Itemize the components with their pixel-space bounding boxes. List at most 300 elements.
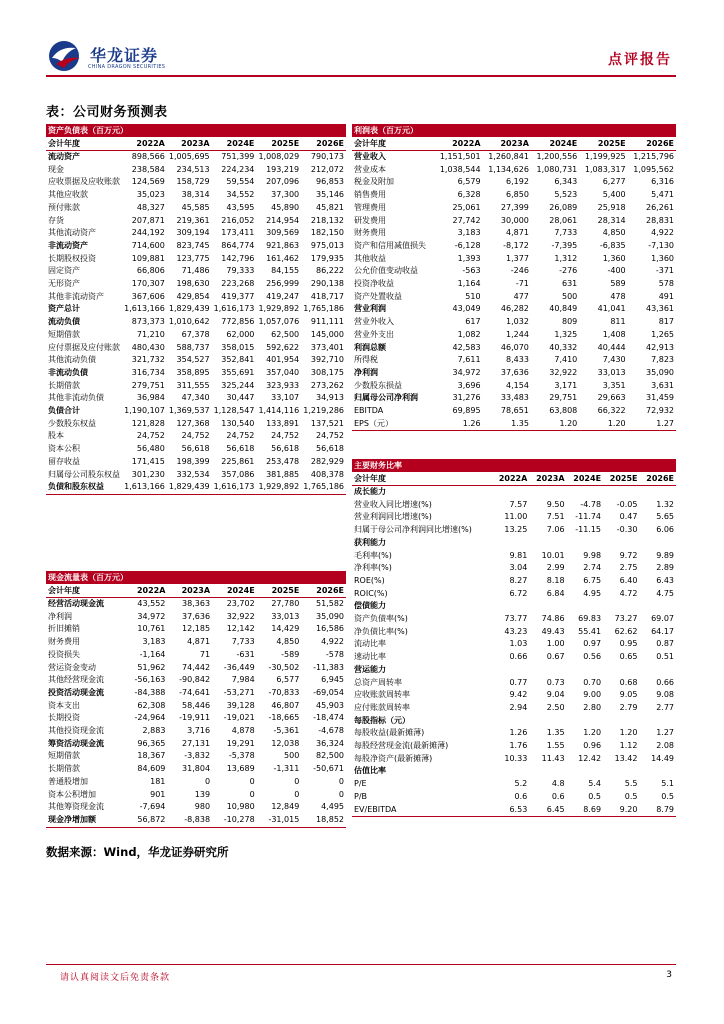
table-title: 现金流量表（百万元） (46, 571, 346, 584)
row-value: -5,361 (273, 726, 300, 736)
row-value: 145,000 (310, 329, 344, 339)
table-row (352, 342, 676, 355)
row-value: 10.01 (541, 550, 565, 560)
row-label: 筹资活动现金流 (48, 738, 104, 748)
row-value: 980 (194, 802, 211, 812)
row-value: 38,314 (181, 190, 210, 200)
table-title-row (352, 124, 676, 137)
row-value: 3.04 (509, 563, 528, 573)
row-value: 46,282 (500, 304, 529, 314)
row-value: 33,483 (500, 393, 529, 403)
row-value: 279,751 (131, 380, 165, 390)
row-value: 33,107 (271, 393, 300, 403)
row-value: 139 (194, 789, 211, 799)
row-value: 1,083,317 (584, 164, 626, 174)
column-header-label: 会计年度 (352, 472, 492, 486)
row-label: 留存收益 (48, 456, 80, 466)
table-row (46, 240, 346, 253)
row-value: 480,430 (131, 342, 165, 352)
table-row (352, 278, 676, 291)
row-value: 9.05 (619, 690, 638, 700)
row-value: 290,138 (310, 279, 344, 289)
table-row (46, 700, 346, 713)
table-row (46, 763, 346, 776)
row-value (529, 715, 566, 728)
table-row (46, 776, 346, 789)
table-row (46, 253, 346, 266)
row-value: 0 (204, 776, 211, 786)
column-header-year: 2026E (628, 137, 676, 151)
row-value: 4,495 (321, 802, 344, 812)
row-label: 归属于母公司净利润同比增速(%) (354, 525, 472, 535)
row-value: 823,745 (176, 240, 210, 250)
row-value: 1,082 (457, 329, 481, 339)
row-value: -7,395 (551, 240, 578, 250)
row-label: 应收票据及应收账款 (48, 177, 120, 187)
row-value: 0.51 (656, 652, 674, 662)
row-value: 355,691 (221, 367, 255, 377)
row-label: 流动资产 (48, 152, 80, 161)
row-value: 198,399 (176, 456, 210, 466)
row-value: 0 (338, 776, 344, 786)
row-value: 67,378 (181, 329, 210, 339)
row-value: 170,307 (131, 279, 165, 289)
row-label: EV/EBITDA (352, 804, 492, 817)
header-divider (46, 75, 676, 77)
row-value: 26,089 (549, 202, 578, 212)
row-label: 长期借款 (48, 764, 80, 774)
row-value: 418,717 (310, 291, 344, 301)
row-label: 其他投资现金流 (48, 726, 104, 736)
row-label: 所得税 (354, 355, 378, 365)
row-label: 流动比率 (354, 639, 386, 649)
row-value: 41,041 (597, 304, 626, 314)
table-row (352, 550, 676, 563)
row-value: 24,752 (316, 431, 344, 441)
row-value (567, 600, 603, 613)
table-row (46, 227, 346, 240)
table-row (46, 725, 346, 738)
row-value: -8,838 (167, 814, 212, 827)
table-row (352, 202, 676, 215)
table-row (352, 664, 676, 677)
row-value: 37,636 (182, 611, 211, 621)
table-row (352, 677, 676, 690)
row-value: -371 (655, 266, 674, 276)
row-label: 投资损失 (48, 649, 80, 659)
row-value: -6,128 (454, 240, 481, 250)
row-value: 325,244 (221, 380, 255, 390)
row-value: 27,742 (452, 215, 481, 225)
row-value: 28,314 (597, 215, 626, 225)
row-value: 1,414,116 (258, 406, 300, 416)
row-value: 6,328 (457, 190, 481, 200)
row-value: 8.79 (639, 804, 676, 817)
footer-disclaimer: 请认真阅读文后免责条款 (60, 973, 171, 983)
row-value: 42,583 (452, 342, 481, 352)
row-label: 现金净增加额 (46, 814, 123, 827)
row-value: 7.06 (546, 525, 565, 535)
row-label: 估值比率 (354, 766, 386, 776)
row-value: 43.23 (504, 626, 528, 636)
row-value: 0 (249, 776, 255, 786)
row-label: EBITDA (354, 406, 384, 416)
column-header-label: 会计年度 (46, 584, 123, 598)
row-value: 0.5 (624, 791, 638, 801)
table-row (352, 689, 676, 702)
row-value: 790,173 (310, 152, 344, 161)
row-value: 32,922 (226, 611, 255, 621)
row-label: 财务费用 (354, 228, 386, 238)
table-row (46, 265, 346, 278)
row-label: 其他流动负债 (48, 355, 96, 365)
row-value: 901 (150, 789, 166, 799)
row-value (603, 486, 639, 499)
row-value: 47,340 (181, 393, 210, 403)
table-row (352, 588, 676, 601)
footer-divider (46, 964, 676, 965)
table-title-row (352, 459, 676, 472)
row-value: 198,630 (176, 279, 210, 289)
row-value: 2.08 (656, 741, 674, 751)
row-value: 218,132 (310, 215, 344, 225)
row-value: 3,696 (457, 380, 481, 390)
row-value: 59,554 (226, 177, 255, 187)
row-value: 31,459 (646, 393, 674, 403)
row-value: 46,070 (500, 342, 529, 352)
table-row (352, 778, 676, 791)
row-value (639, 600, 676, 613)
row-label: 应付账款周转率 (354, 702, 410, 712)
table-row (46, 291, 346, 304)
row-value: -11.15 (575, 525, 602, 535)
row-label: 资产总计 (48, 304, 80, 314)
page-header (0, 0, 724, 80)
row-value: -1,164 (139, 649, 166, 659)
row-value: -11.74 (575, 512, 602, 522)
row-label: 毛利率(%) (354, 550, 392, 560)
table-row (352, 215, 676, 228)
row-value: 182,150 (310, 228, 344, 238)
table-row (46, 176, 346, 189)
table-row (352, 486, 676, 499)
row-label: 其他流动资产 (48, 228, 96, 238)
row-value: 1,265 (651, 329, 674, 339)
table-row (46, 215, 346, 228)
row-value (492, 765, 529, 778)
table-row (352, 600, 676, 613)
row-value (492, 486, 529, 499)
row-value: -30,502 (268, 662, 300, 672)
row-label: 净利润 (48, 611, 72, 621)
table-row (46, 430, 346, 443)
row-value: 6.06 (656, 525, 674, 535)
row-value: 6.43 (656, 575, 674, 585)
row-value: 588,737 (176, 342, 210, 352)
balance-sheet-table (46, 124, 346, 495)
row-value: 3,351 (602, 380, 626, 390)
row-value: -70,833 (268, 687, 300, 697)
row-value: 9.81 (509, 550, 528, 560)
table-row (352, 740, 676, 753)
row-value: 72,932 (646, 406, 674, 416)
row-label: 存货 (48, 215, 64, 225)
row-value: -8,172 (503, 240, 529, 250)
row-value (639, 486, 676, 499)
row-value: 6.53 (492, 804, 529, 817)
row-value (529, 486, 566, 499)
table-row (46, 443, 346, 456)
row-value: 357,040 (266, 367, 300, 377)
row-value: 4.75 (656, 588, 674, 598)
row-label: 投资活动现金流 (48, 687, 104, 697)
table-row (46, 662, 346, 675)
table-row (46, 801, 346, 814)
row-value: 1,829,439 (167, 481, 212, 494)
row-label: EPS（元） (352, 418, 434, 431)
column-header-year: 2023A (529, 472, 566, 486)
row-value: 58,446 (182, 700, 211, 710)
row-value: 9.04 (546, 690, 565, 700)
row-value: 51,582 (316, 599, 344, 608)
row-value: 30,000 (500, 215, 529, 225)
row-value: 1,369,537 (168, 406, 210, 416)
row-value: 35,146 (316, 190, 344, 200)
row-value: 223,268 (221, 279, 255, 289)
row-label: 资本支出 (48, 700, 80, 710)
row-value: 0.77 (509, 677, 528, 687)
row-value: 216,052 (221, 215, 255, 225)
row-value: -90,842 (179, 675, 211, 685)
row-value: 1,393 (457, 253, 481, 263)
row-value: 429,854 (176, 291, 210, 301)
company-logo (46, 38, 206, 78)
table-row (352, 753, 676, 766)
row-value: 301,230 (131, 469, 165, 479)
row-value (492, 537, 529, 550)
row-value: 1,005,695 (168, 152, 210, 161)
row-value: 5,523 (554, 190, 578, 200)
row-value: 74.86 (541, 614, 565, 624)
table-row (46, 418, 346, 431)
row-label: 短期借款 (48, 329, 80, 339)
row-value: 73.27 (614, 614, 638, 624)
table-row (352, 291, 676, 304)
row-value: 5.2 (514, 779, 528, 789)
row-value: 0 (294, 776, 300, 786)
row-value (492, 664, 529, 677)
row-value: 1,616,173 (213, 304, 255, 314)
row-value: 33,013 (597, 367, 626, 377)
row-value (639, 715, 676, 728)
row-value: 66,806 (136, 266, 165, 276)
row-label: 长期借款 (48, 380, 80, 390)
row-value: -5,378 (228, 751, 255, 761)
row-value: -1,311 (273, 764, 300, 774)
table-row (352, 702, 676, 715)
row-value: 28,831 (646, 215, 674, 225)
row-value: 56,618 (181, 444, 210, 454)
row-value: 1,057,076 (258, 317, 300, 327)
column-header-year: 2022A (434, 137, 482, 151)
row-value: 500 (561, 291, 578, 301)
row-value: 592,622 (266, 342, 300, 352)
table-row (352, 499, 676, 512)
row-value: 66,322 (597, 406, 626, 416)
row-value: 911,111 (310, 317, 344, 327)
row-label: 研发费用 (354, 215, 386, 225)
row-value: 27,780 (271, 599, 300, 608)
table-row (46, 674, 346, 687)
row-value: 1,765,186 (303, 304, 344, 314)
row-value: 1,312 (554, 253, 578, 263)
row-value: 40,849 (549, 304, 578, 314)
row-value: 1,038,544 (439, 164, 481, 174)
row-value: 127,368 (176, 418, 210, 428)
row-value: 51,962 (137, 662, 166, 672)
row-value: 873,373 (131, 317, 165, 327)
row-value: 29,663 (597, 393, 626, 403)
row-value: 4.8 (551, 779, 565, 789)
row-value: 6,343 (554, 177, 578, 187)
row-label: ROIC(%) (354, 588, 388, 598)
table-row (46, 303, 346, 316)
table-row (46, 367, 346, 380)
row-value: 23,702 (226, 599, 255, 608)
row-label: 营运资金变动 (48, 662, 96, 672)
row-value: -84,388 (134, 687, 166, 697)
row-value: 5.5 (624, 779, 638, 789)
row-value: 42,913 (646, 342, 674, 352)
table-row (46, 623, 346, 636)
row-value: 40,332 (549, 342, 578, 352)
row-value: 234,513 (176, 164, 210, 174)
row-label: 总资产周转率 (354, 677, 402, 687)
row-value: 751,399 (221, 152, 255, 161)
row-value: 1,151,501 (439, 152, 481, 161)
row-value: 13,689 (226, 764, 255, 774)
row-value: 5.1 (661, 779, 674, 789)
table-row (46, 189, 346, 202)
table-row (352, 164, 676, 177)
row-value: 478 (610, 291, 626, 301)
row-label: 偿债能力 (354, 601, 386, 611)
row-value: 1,929,892 (258, 304, 300, 314)
table-title: 资产负债表（百万元） (46, 124, 346, 137)
table-row (352, 524, 676, 537)
table-row (352, 380, 676, 393)
row-label: 营业利润同比增速(%) (354, 512, 432, 522)
row-value: 1,829,439 (168, 304, 210, 314)
row-value: 1.32 (656, 499, 674, 509)
row-value: 212,072 (310, 164, 344, 174)
row-value: 27,399 (500, 202, 529, 212)
row-value: 14,429 (271, 624, 300, 634)
row-label: 长期股权投资 (48, 253, 96, 263)
table-row (46, 329, 346, 342)
row-value: 1.35 (546, 728, 565, 738)
table-row (352, 253, 676, 266)
table-header-row (352, 472, 676, 486)
row-label: 获利能力 (354, 537, 386, 547)
row-value: 3,183 (142, 637, 166, 647)
row-value: 2.79 (619, 702, 638, 712)
table-row (46, 380, 346, 393)
row-value: 9.08 (656, 690, 674, 700)
row-value: 0.68 (619, 677, 638, 687)
row-value: 84,609 (137, 764, 166, 774)
row-value (567, 765, 603, 778)
row-value: 921,863 (266, 240, 300, 250)
row-label: 流动负债 (48, 317, 80, 327)
row-value: 32,922 (549, 367, 578, 377)
row-value: 7,984 (231, 675, 255, 685)
row-value: 12,849 (271, 802, 300, 812)
row-value: -4.78 (580, 499, 602, 509)
row-value: 71,210 (136, 329, 165, 339)
row-value: 43,595 (226, 202, 255, 212)
table-row (46, 316, 346, 329)
row-value: -69,054 (313, 687, 344, 697)
row-value: 56,618 (271, 444, 300, 454)
row-label: 股本 (48, 431, 64, 441)
table-row (46, 469, 346, 482)
row-value: 4,871 (187, 637, 211, 647)
row-value: 1.00 (546, 639, 565, 649)
row-value: -7,694 (139, 802, 166, 812)
row-value: 898,566 (131, 152, 165, 161)
table-row (46, 202, 346, 215)
row-value: 34,552 (226, 190, 255, 200)
row-value: -276 (559, 266, 578, 276)
table-row (352, 511, 676, 524)
row-value: 8.27 (509, 575, 528, 585)
row-value: 1,613,166 (124, 304, 165, 314)
report-type: 点评报告 (608, 52, 672, 68)
row-value: 4,878 (231, 726, 255, 736)
table-row (352, 405, 676, 418)
row-value: 323,933 (266, 380, 300, 390)
row-value: 45,821 (316, 202, 344, 212)
row-value: 25,918 (597, 202, 626, 212)
row-value: 1.55 (546, 741, 565, 751)
table-row (352, 227, 676, 240)
row-label: 短期借款 (48, 751, 80, 761)
column-header-year: 2024E (567, 472, 603, 486)
row-value: 9.00 (583, 690, 602, 700)
table-row (46, 278, 346, 291)
row-label: 营业外支出 (354, 329, 394, 339)
row-value: -10,278 (212, 814, 257, 827)
column-header-year: 2023A (167, 584, 212, 598)
row-label: 营业外收入 (354, 317, 394, 327)
row-value: 4.95 (583, 588, 602, 598)
row-label: 其他经营现金流 (48, 675, 104, 685)
column-header-label: 会计年度 (352, 137, 434, 151)
table-header-row (352, 137, 676, 151)
row-value: 1.20 (619, 728, 638, 738)
row-value: 10.33 (504, 753, 528, 763)
row-value: 37,300 (271, 190, 300, 200)
row-value: 1.26 (509, 728, 528, 738)
row-value (529, 765, 566, 778)
row-value: 24,752 (136, 431, 165, 441)
row-value: 1.03 (509, 639, 528, 649)
brand-name-en: CHINA DRAGON SECURITIES (88, 64, 166, 70)
row-value: 142,796 (221, 253, 255, 263)
row-value: 7,733 (554, 228, 578, 238)
row-value: 392,710 (310, 355, 344, 365)
